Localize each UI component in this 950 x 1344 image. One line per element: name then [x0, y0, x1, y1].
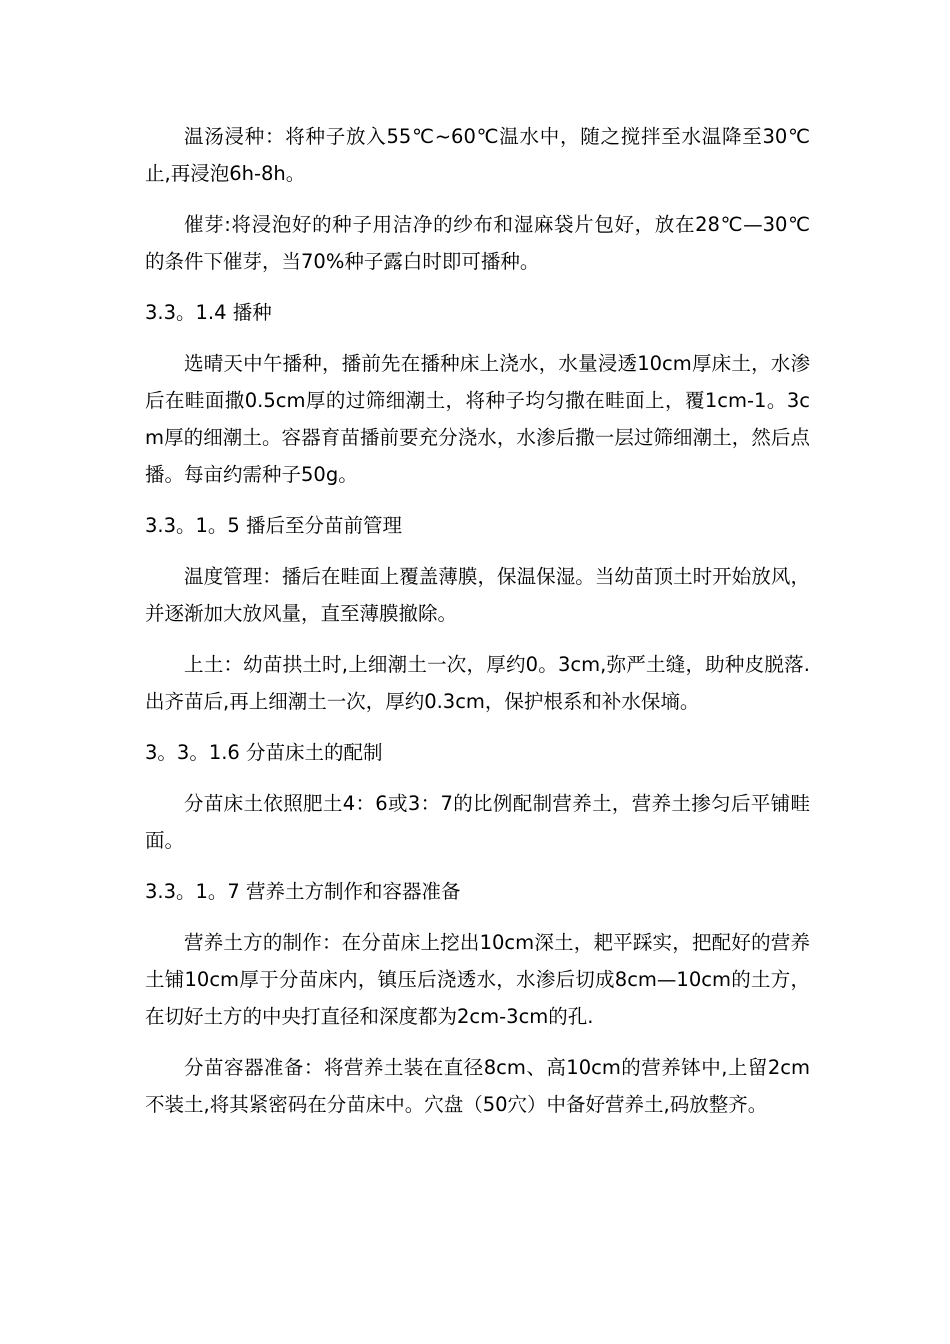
paragraph-top-soil: 上土：幼苗拱土时,上细潮土一次，厚约0。3cm,弥严土缝，助种皮脱落.出齐苗后,再上细潮土一次，厚约0.3cm，保护根系和补水保墒。	[145, 653, 810, 713]
paragraph-seed-soaking: 温汤浸种：将种子放入55℃~60℃温水中，随之搅拌至水温降至30℃止,再浸泡6h-8h。	[145, 125, 810, 185]
paragraph-temperature-management: 温度管理：播后在畦面上覆盖薄膜，保温保湿。当幼苗顶土时开始放风，并逐渐加大放风量，直至薄膜撤除。	[145, 565, 810, 625]
section-heading-nutrient-soil: 3.3。1。7 营养土方制作和容器准备	[145, 880, 461, 903]
paragraph-soil-block: 营养土方的制作：在分苗床上挖出10cm深土，耙平踩实，把配好的营养土铺10cm厚于分苗床内，镇压后浇透水，水渗后切成8cm—10cm的土方，在切好土方的中央打直径和深度都为2cm-3cm的孔.	[145, 931, 810, 1028]
paragraph-container-prep: 分苗容器准备：将营养土装在直径8cm、高10cm的营养钵中,上留2cm不装土,将其紧密码在分苗床中。穴盘（50穴）中备好营养土,码放整齐。	[145, 1056, 810, 1116]
section-heading-sowing: 3.3。1.4 播种	[145, 301, 272, 324]
paragraph-sowing: 选晴天中午播种，播前先在播种床上浇水，水量浸透10cm厚床土，水渗后在畦面撒0.5cm厚的过筛细潮土，将种子均匀撒在畦面上，覆1cm-1。3cm厚的细潮土。容器育苗播前要充分浇水，水渗后撒一层过筛细潮土，然后点播。每亩约需种子50g。	[145, 352, 810, 486]
section-heading-bed-soil: 3。3。1.6 分苗床土的配制	[145, 741, 383, 764]
section-heading-post-sowing: 3.3。1。5 播后至分苗前管理	[145, 514, 403, 537]
paragraph-germination: 催芽:将浸泡好的种子用洁净的纱布和湿麻袋片包好，放在28℃—30℃的条件下催芽，当70%种子露白时即可播种。	[145, 213, 810, 273]
document-body	[145, 118, 810, 1137]
paragraph-bed-soil: 分苗床土依照肥土4：6或3：7的比例配制营养土，营养土掺匀后平铺畦面。	[145, 792, 810, 852]
